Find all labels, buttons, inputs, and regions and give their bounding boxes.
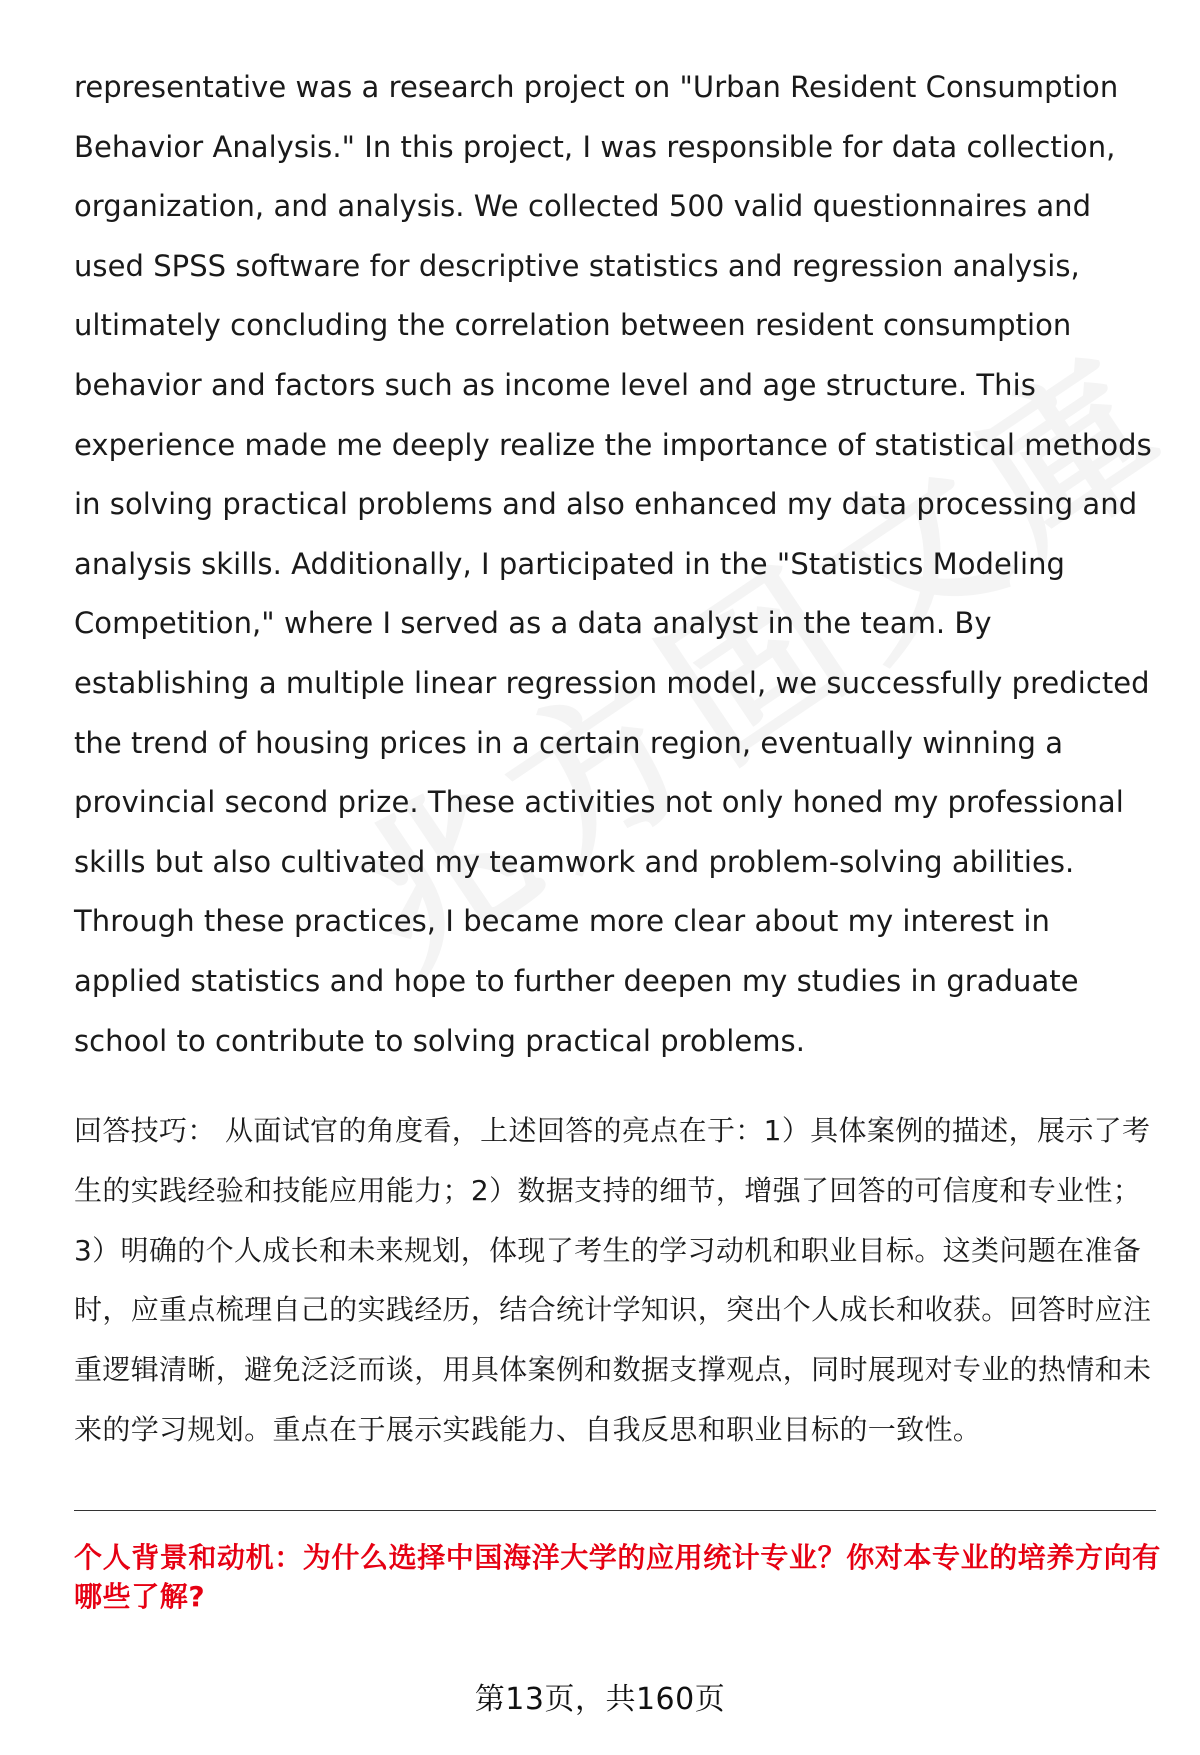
answer-tips-paragraph: 回答技巧： 从面试官的角度看，上述回答的亮点在于：1）具体案例的描述，展示了考生的实践经验和技能应用能力；2）数据支持的细节，增强了回答的可信度和专业性；3）明确的个人成长和未来规划，体现了考生的学习动机和职业目标。这类问题在准备时，应重点梳理自己的实践经历，结合统计学知识，突出个人成长和收获。回答时应注重逻辑清晰，避免泛泛而谈，用具体案例和数据支撑观点，同时展现对专业的热情和未来的学习规划。重点在于展示实践能力、自我反思和职业目标的一致性。 [74,1114,1152,1446]
section-divider [74,1510,1156,1511]
page-number: 第13页，共160页 [474,1682,726,1717]
next-question-heading: 个人背景和动机：为什么选择中国海洋大学的应用统计专业？你对本专业的培养方向有哪些了解? [74,1541,1161,1613]
page-content [74,58,1152,1459]
answer-english-paragraph: representative was a research project on "Urban Resident Consumption Behavior Analysis." In this project, I was responsible for data collection, organization, and analysis. We collected 500 valid questionnaires and used SPSS software for descriptive statistics and regression analysis, ultimately concluding the correlation between resident consumption behavior and factors such as income level and age structure. This experience made me deeply realize the importance of statistical methods in solving practical problems and also enhanced my data processing and analysis skills. Additionally, I participated in the "Statistics Modeling Competition," where I served as a data analyst in the team. By establishing a multiple linear regression model, we successfully predicted the trend of housing prices in a certain region, eventually winning a provincial second prize. These activities not only honed my professional skills but also cultivated my teamwork and problem-solving abilities. Through these practices, I became more clear about my interest in applied statistics and hope to further deepen my studies in graduate school to contribute to solving practical problems. [74,70,1152,1058]
